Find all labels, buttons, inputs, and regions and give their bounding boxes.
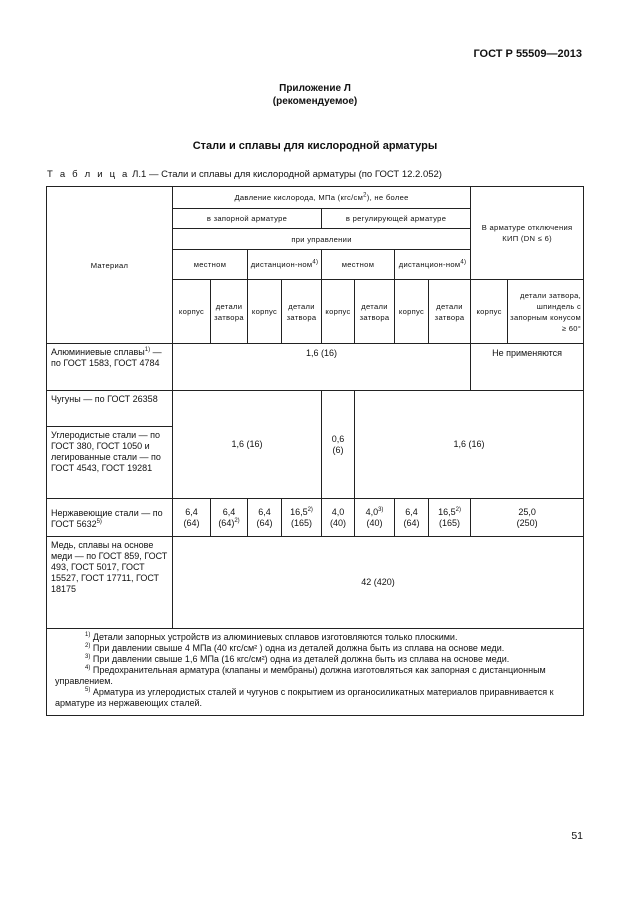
row-stainless-name: Нержавеющие стали — по ГОСТ 5632$^{5)}$ (47, 499, 173, 537)
table-row (47, 391, 584, 427)
table-notes (47, 629, 584, 716)
appendix-heading (0, 82, 630, 108)
row-copper-name: Медь, сплавы на основе меди — по ГОСТ 859, ГОСТ 493, ГОСТ 5017, ГОСТ 15527, ГОСТ 17711, ГОСТ 18175 (47, 537, 173, 629)
note-2: $^{2)}$ При давлении свыше 4 МПа (40 кгс/см² ) одна из деталей должна быть из сплава на основе меди. (85, 643, 505, 653)
cell-stainless-8: 16,5$^{2)}$ (165) (429, 499, 471, 537)
header-shutoff: в запорной арматуре (173, 209, 322, 229)
header-regulating: в регулирующей арматуре (322, 209, 471, 229)
note-4: $^{4)}$ Предохранительная арматура (клапаны и мембраны) должна изготовляться как запорная с дистанционным управлением. (55, 665, 546, 686)
cell-stainless-5: 4,0 (40) (322, 499, 355, 537)
header-pressure: Давление кислорода, МПа $(кгс/см^2)$, не более (173, 187, 471, 209)
cell-iron-carbon-rest: 1,6 (16) (355, 391, 584, 499)
cell-stainless-6: 4,0$^{3)}$ (40) (355, 499, 395, 537)
table-caption (47, 169, 442, 180)
note-1: $^{1)}$ Детали запорных устройств из алюминиевых сплавов изготовляются только плоскими. (85, 632, 458, 642)
header-body: корпус (173, 280, 211, 344)
table-notes-row (47, 629, 584, 716)
header-control: при управлении (173, 229, 471, 250)
row-copper-value: 42 (420) (173, 537, 584, 629)
header-kip-parts: детали затвора, шпиндель с запорным конусом ≥ 60° (508, 280, 584, 344)
header-kip-body: корпус (471, 280, 508, 344)
header-parts: детали затвора (429, 280, 471, 344)
cell-stainless-4: 16,5$^{2)}$ (165) (282, 499, 322, 537)
table-row (47, 537, 584, 629)
table-caption-prefix: Т а б л и ц а (47, 169, 130, 180)
header-shutoff-local: местном (173, 250, 248, 280)
row-aluminum-name: Алюминиевые сплавы$^{1)}$ — по ГОСТ 1583, ГОСТ 4784 (47, 344, 173, 391)
cell-iron-carbon-shutoff: 1,6 (16) (173, 391, 322, 499)
row-aluminum-value: 1,6 (16) (173, 344, 471, 391)
appendix-subtitle: (рекомендуемое) (272, 96, 358, 107)
cell-stainless-2: 6,4 $(64)^{2)}$ (211, 499, 248, 537)
header-material: Материал (47, 187, 173, 344)
row-cast-iron-name: Чугуны — по ГОСТ 26358 (47, 391, 173, 427)
steels-table (46, 186, 584, 716)
header-parts: детали затвора (282, 280, 322, 344)
note-5: $^{5)}$ Арматура из углеродистых сталей и чугунов с покрытием из органосиликатных материалов приравнивается к арматуре из нержавеющих сталей. (55, 687, 554, 708)
note-3: $^{3)}$ При давлении свыше 1,6 МПа (16 кгс/см²) одна из деталей должна быть из сплава на основе меди. (85, 654, 510, 664)
header-parts: детали затвора (355, 280, 395, 344)
appendix-title: Приложение Л (279, 83, 351, 94)
header-reg-local: местном (322, 250, 395, 280)
header-shutoff-remote: дистанцион-ном$^{4)}$ (248, 250, 322, 280)
cell-iron-carbon-reg-local-body: 0,6 (6) (322, 391, 355, 499)
cell-stainless-7: 6,4 (64) (395, 499, 429, 537)
table-caption-text: Л.1 — Стали и сплавы для кислородной арматуры (по ГОСТ 12.2.052) (129, 169, 442, 180)
cell-stainless-kip: 25,0 (250) (471, 499, 584, 537)
row-aluminum-kip: Не применяются (471, 344, 584, 391)
cell-stainless-1: 6,4 (64) (173, 499, 211, 537)
header-parts: детали затвора (211, 280, 248, 344)
header-reg-remote: дистанцион-ном$^{4)}$ (395, 250, 471, 280)
table-row (47, 499, 584, 537)
section-title: Стали и сплавы для кислородной арматуры (192, 140, 438, 152)
header-kip: В арматуре отключения КИП (DN ≤ 6) (471, 187, 584, 280)
standard-number: ГОСТ Р 55509—2013 (473, 48, 582, 60)
header-body: корпус (248, 280, 282, 344)
cell-stainless-3: 6,4 (64) (248, 499, 282, 537)
header-body: корпус (395, 280, 429, 344)
row-carbon-name: Углеродистые стали — по ГОСТ 380, ГОСТ 1050 и легированные стали — по ГОСТ 4543, ГОСТ 19281 (47, 427, 173, 499)
table-row (47, 344, 584, 391)
page-number: 51 (571, 830, 583, 842)
header-body: корпус (322, 280, 355, 344)
